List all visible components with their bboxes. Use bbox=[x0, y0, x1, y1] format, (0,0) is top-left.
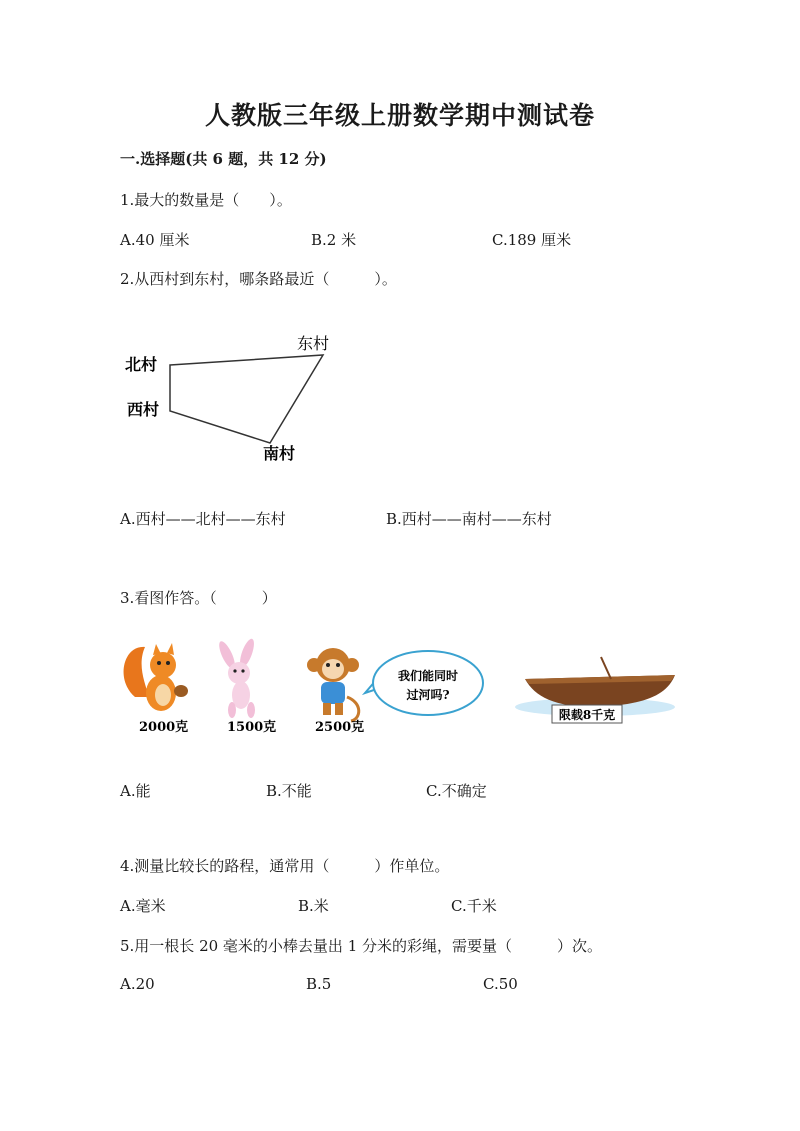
q4-option-a[interactable]: A.毫米 bbox=[120, 897, 166, 915]
q1-option-c[interactable]: C.189 厘米 bbox=[492, 231, 572, 249]
question-5: 5.用一根长 20 毫米的小棒去量出 1 分米的彩绳，需要量（ ）次。 bbox=[120, 937, 603, 955]
rabbit-weight: 1500克 bbox=[227, 720, 277, 735]
speech-line-1: 我们能同时 bbox=[397, 669, 459, 683]
q5-option-c[interactable]: C.50 bbox=[483, 975, 518, 993]
rabbit-icon bbox=[216, 637, 257, 718]
q4-option-b[interactable]: B.米 bbox=[298, 897, 329, 915]
label-west-village: 西村 bbox=[127, 400, 160, 419]
speech-line-2: 过河吗? bbox=[406, 688, 450, 702]
boat-sign-text: 限载8千克 bbox=[558, 708, 616, 722]
label-south-village: 南村 bbox=[263, 444, 296, 463]
q1-option-b[interactable]: B.2 米 bbox=[311, 231, 357, 249]
q2-option-b[interactable]: B.西村——南村——东村 bbox=[386, 510, 552, 528]
page-title: 人教版三年级上册数学期中测试卷 bbox=[204, 101, 595, 130]
label-north-village: 北村 bbox=[125, 355, 158, 374]
question-1: 1.最大的数量是（ ）。 bbox=[120, 191, 292, 209]
q3-option-c[interactable]: C.不确定 bbox=[426, 782, 487, 800]
section-heading: 一.选择题(共 6 题，共 12 分) bbox=[120, 150, 327, 168]
label-east-village: 东村 bbox=[297, 334, 330, 353]
monkey-icon bbox=[307, 648, 359, 721]
river-crossing-illustration bbox=[115, 635, 685, 745]
squirrel-icon bbox=[124, 643, 188, 711]
speech-bubble bbox=[365, 651, 483, 715]
q4-option-c[interactable]: C.千米 bbox=[451, 897, 497, 915]
monkey-weight: 2500克 bbox=[315, 720, 365, 735]
question-3: 3.看图作答。（ ） bbox=[120, 589, 277, 607]
q3-option-b[interactable]: B.不能 bbox=[266, 782, 312, 800]
squirrel-weight: 2000克 bbox=[139, 720, 189, 735]
q2-option-a[interactable]: A.西村——北村——东村 bbox=[120, 510, 286, 528]
question-4: 4.测量比较长的路程，通常用（ ）作单位。 bbox=[120, 857, 450, 875]
q3-option-a[interactable]: A.能 bbox=[120, 782, 151, 800]
q1-option-a[interactable]: A.40 厘米 bbox=[120, 231, 190, 249]
q5-option-b[interactable]: B.5 bbox=[306, 975, 332, 993]
village-route-diagram bbox=[115, 325, 345, 470]
route-quadrilateral bbox=[170, 355, 323, 443]
q5-option-a[interactable]: A.20 bbox=[120, 975, 155, 993]
question-2: 2.从西村到东村，哪条路最近（ ）。 bbox=[120, 270, 397, 288]
